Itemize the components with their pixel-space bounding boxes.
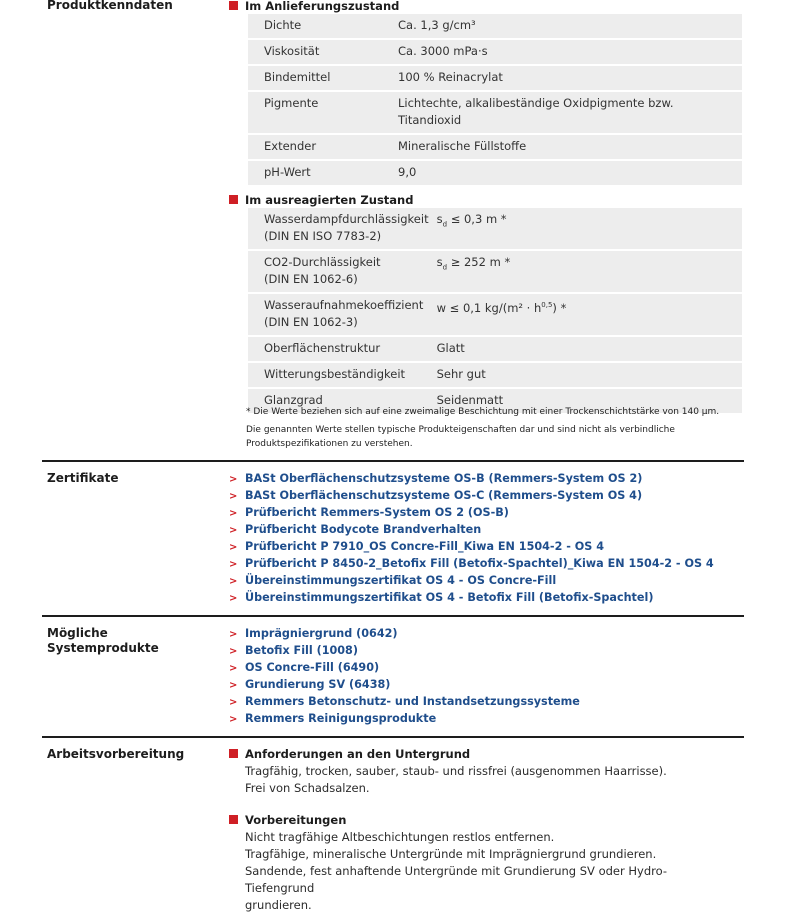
subheading-text: Vorbereitungen [245,813,347,827]
red-square-bullet-icon [229,749,238,758]
link-text[interactable]: Prüfbericht Bodycote Brandverhalten [245,523,482,536]
property-label [248,251,437,292]
section-label-zertifikate: Zertifikate [47,471,119,485]
link-text[interactable]: Übereinstimmungszertifikat OS 4 - Betofix Fill (Betofix-Spachtel) [245,591,654,604]
section-label-produktkenndaten: Produktkenndaten [47,0,173,12]
link-text[interactable]: Prüfbericht P 8450-2_Betofix Fill (Betofix-Spachtel)_Kiwa EN 1504-2 - OS 4 [245,557,714,570]
subheading-vorbereitungen [229,813,346,827]
property-value: 100 % Reinacrylat [398,66,742,90]
link-text[interactable]: Betofix Fill (1008) [245,644,358,657]
property-label: Oberflächenstruktur [248,337,437,361]
value-part: s [436,255,443,269]
chevron-right-icon: > [229,646,238,657]
chevron-right-icon: > [229,593,238,604]
certificate-link[interactable] [229,470,714,487]
table-row [248,337,742,361]
value-superscript: 0,5 [541,301,553,309]
certificate-link[interactable] [229,504,714,521]
property-label [248,208,437,249]
property-value [437,208,742,249]
section-divider [42,615,744,617]
text-line: Frei von Schadsalzen. [245,781,370,795]
link-text[interactable]: Imprägniergrund (0642) [245,627,398,640]
label-line: Wasserdampfdurchlässigkeit [264,212,429,226]
text-line: Tragfähig, trocken, sauber, staub- und rissfrei (ausgenommen Haarrisse). [245,764,667,778]
property-label: pH-Wert [248,161,398,185]
subheading-text: Anforderungen an den Untergrund [245,747,471,761]
footnote-line: * Die Werte beziehen sich auf eine zweimalige Beschichtung mit einer Trockenschichtstärke von 140 µm. [246,407,720,417]
chevron-right-icon: > [229,508,238,519]
property-value: Mineralische Füllstoffe [398,135,742,159]
label-norm: (DIN EN 1062-6) [264,272,358,286]
table-row [248,135,742,159]
table-row [248,14,742,38]
label-line: Mögliche [47,626,108,640]
red-square-bullet-icon [229,195,238,204]
untergrund-text [245,763,735,797]
product-link[interactable] [229,625,580,642]
chevron-right-icon: > [229,474,238,485]
footnote-line: Die genannten Werte stellen typische Produkteigenschaften dar und sind nicht als verbindliche [246,425,675,435]
text-line: Sandende, fest anhaftende Untergründe mit Grundierung SV oder Hydro-Tiefengrund [245,864,667,895]
link-text[interactable]: BASt Oberflächenschutzsysteme OS-C (Remmers-System OS 4) [245,489,643,502]
property-value: Ca. 3000 mPa·s [398,40,742,64]
label-norm: (DIN EN 1062-3) [264,315,358,329]
property-label: Extender [248,135,398,159]
property-value [437,294,742,335]
link-text[interactable]: Remmers Betonschutz- und Instandsetzungssysteme [245,695,580,708]
certificate-link[interactable] [229,521,714,538]
property-label: Viskosität [248,40,398,64]
certificate-link[interactable] [229,538,714,555]
text-line: grundieren. [245,898,312,912]
table-row [248,66,742,90]
table-row [248,294,742,335]
ausreagiert-table [248,206,742,415]
link-text[interactable]: Prüfbericht P 7910_OS Concre-Fill_Kiwa EN 1504-2 - OS 4 [245,540,605,553]
section-divider [42,736,744,738]
label-line: Systemprodukte [47,641,159,655]
chevron-right-icon: > [229,697,238,708]
red-square-bullet-icon [229,1,238,10]
chevron-right-icon: > [229,542,238,553]
subheading-text: Im Anlieferungszustand [245,0,400,13]
link-text[interactable]: Remmers Reinigungsprodukte [245,712,437,725]
property-label: Glanzgrad [248,389,437,413]
chevron-right-icon: > [229,576,238,587]
subheading-untergrund [229,747,470,761]
certificate-link[interactable] [229,487,714,504]
chevron-right-icon: > [229,525,238,536]
label-norm: (DIN EN ISO 7783-2) [264,229,382,243]
product-link[interactable] [229,693,580,710]
certificate-link[interactable] [229,572,714,589]
value-part: w ≤ 0,1 kg/(m² · h [436,300,542,315]
product-link[interactable] [229,659,580,676]
label-line: Wasseraufnahmekoeffizient [264,298,424,312]
footnote-line: Produktspezifikationen zu verstehen. [246,439,413,449]
property-value: Glatt [437,337,742,361]
property-label: Dichte [248,14,398,38]
text-line: Nicht tragfähige Altbeschichtungen restlos entfernen. [245,830,555,844]
property-value: 9,0 [398,161,742,185]
table-row [248,208,742,249]
subheading-text: Im ausreagierten Zustand [245,193,414,207]
systemprodukte-list [229,625,580,727]
table-row [248,363,742,387]
value-part: ) * [552,300,567,315]
link-text[interactable]: Grundierung SV (6438) [245,678,391,691]
chevron-right-icon: > [229,559,238,570]
link-text[interactable]: Prüfbericht Remmers-System OS 2 (OS-B) [245,506,509,519]
table-row [248,251,742,292]
zertifikate-list [229,470,714,606]
table-row [248,92,742,133]
product-link[interactable] [229,642,580,659]
value-part: ≤ 0,3 m * [447,212,507,226]
property-label: Witterungsbeständigkeit [248,363,437,387]
vorbereitung-text [245,829,735,914]
property-label: Pigmente [248,92,398,133]
anlieferung-table [248,12,742,187]
property-value: Sehr gut [437,363,742,387]
certificate-link[interactable] [229,589,714,606]
property-value: Lichtechte, alkalibeständige Oxidpigmente bzw. Titandioxid [398,92,742,133]
chevron-right-icon: > [229,629,238,640]
table-row [248,40,742,64]
chevron-right-icon: > [229,663,238,674]
value-subscript: d [442,263,448,272]
subheading-ausreagiert [229,193,413,207]
value-subscript: d [442,220,448,229]
property-value [437,251,742,292]
text-line: Tragfähige, mineralische Untergründe mit Imprägniergrund grundieren. [245,847,657,861]
value-part: s [436,212,443,226]
value-part: ≥ 252 m * [447,255,511,269]
product-link[interactable] [229,676,580,693]
link-text[interactable]: Übereinstimmungszertifikat OS 4 - OS Concre-Fill [245,574,557,587]
certificate-link[interactable] [229,555,714,572]
chevron-right-icon: > [229,491,238,502]
table-row [248,161,742,185]
section-label-arbeitsvorbereitung: Arbeitsvorbereitung [47,747,185,761]
chevron-right-icon: > [229,680,238,691]
property-value: Ca. 1,3 g/cm³ [398,14,742,38]
property-label: Bindemittel [248,66,398,90]
property-value: Seidenmatt [437,389,742,413]
footnote [246,404,719,452]
chevron-right-icon: > [229,714,238,725]
red-square-bullet-icon [229,815,238,824]
section-label-systemprodukte [47,626,159,656]
link-text[interactable]: BASt Oberflächenschutzsysteme OS-B (Remmers-System OS 2) [245,472,643,485]
link-text[interactable]: OS Concre-Fill (6490) [245,661,380,674]
product-link[interactable] [229,710,580,727]
property-label [248,294,437,335]
label-line: CO2-Durchlässigkeit [264,255,381,269]
section-divider [42,460,744,462]
